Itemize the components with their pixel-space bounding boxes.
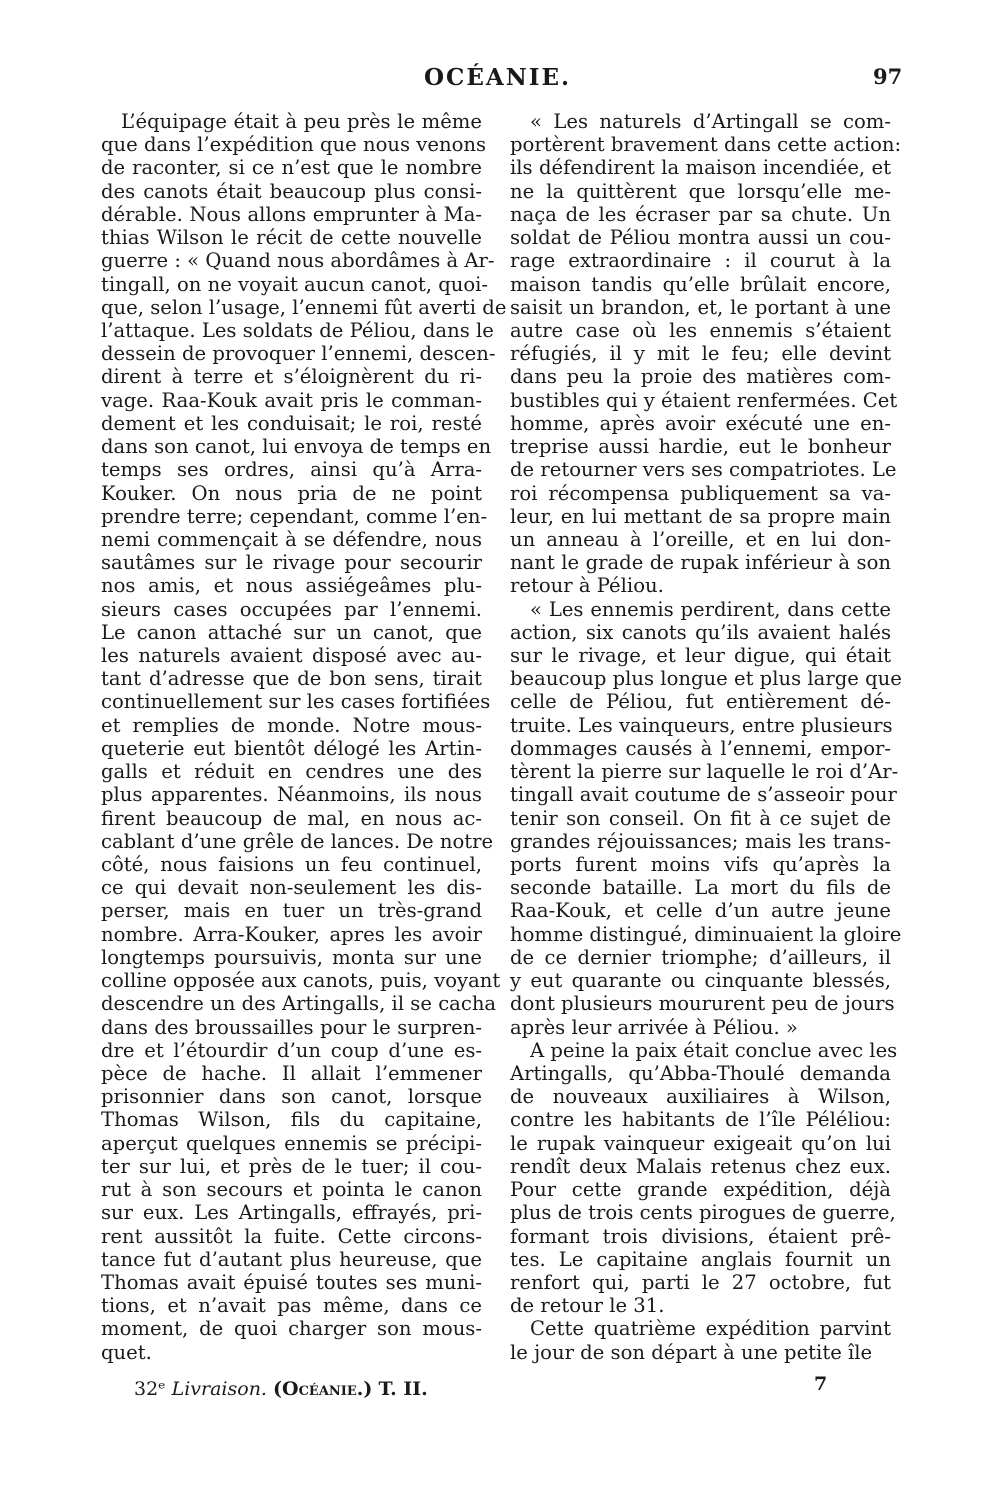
text-line: que dans l’expédition que nous venons [101,133,487,157]
issue-number: 32ᵉ [134,1378,166,1400]
text-line: descendre un des Artingalls, il se cacha [101,992,497,1016]
text-line: aperçut quelques ennemis se précipi- [101,1131,482,1155]
text-line: quet. [101,1340,152,1364]
text-line: plus apparentes. Néanmoins, ils nous [101,783,482,807]
text-line: ports furent moins vifs qu’après la [510,853,891,876]
text-line: longtemps poursuivis, monta sur une [101,945,482,969]
text-line: nombre. Arra-Kouker, apres les avoir [101,922,482,946]
text-line: vage. Raa-Kouk avait pris le comman- [101,388,482,412]
text-line: dans son canot, lui envoya de temps en [101,435,492,459]
text-line: galls et réduit en cendres une des [101,760,482,784]
text-line: de retourner vers ses compatriotes. Le [510,458,897,482]
text-line: tions, et n’avait pas même, dans ce [101,1294,482,1318]
text-line: de nouveaux auxiliaires à Wilson, [510,1085,891,1109]
text-line: tance fut d’autant plus heureuse, que [101,1247,482,1271]
text-line: grandes réjouissances; mais les trans- [510,829,891,853]
text-line: « Les naturels d’Artingall se com- [530,110,891,133]
text-line: dans des broussailles pour le surpren- [101,1015,482,1039]
text-line: queterie eut bientôt délogé les Artin- [101,736,482,760]
running-head [0,64,1000,94]
text-line: thias Wilson le récit de cette nouvelle [101,226,482,250]
text-line: soldat de Péliou montra aussi un cou- [510,226,891,250]
text-line: côté, nous faisions un feu continuel, [101,853,482,876]
text-line: guerre : « Quand nous abordâmes à Ar- [101,249,495,273]
text-line: ter sur lui, et près de le tuer; il cou- [101,1154,482,1178]
text-line: l’attaque. Les soldats de Péliou, dans le [101,318,494,342]
text-line: moment, de quoi charger son mous- [101,1317,482,1341]
text-line: le jour de son départ à une petite île [510,1340,873,1364]
text-line: Thomas avait épuisé toutes ses muni- [101,1270,482,1294]
text-line: nemi commençait à se défendre, nous [101,527,482,551]
text-line: L’équipage était à peu près le même [121,110,482,133]
text-line: roi récompensa publiquement sa va- [510,481,891,505]
text-line: renfort qui, parti le 27 octobre, fut [510,1270,891,1294]
text-line: réfugiés, il y mit le feu; elle devint [510,342,891,366]
text-line: Raa-Kouk, et celle d’un autre jeune [510,899,891,923]
text-line: beaucoup plus longue et plus large que [510,667,902,691]
text-line: plus de trois cents pirogues de guerre, [510,1201,896,1225]
text-line: retour à Péliou. [510,574,664,598]
text-line: leur, en lui mettant de sa propre main [510,504,891,528]
text-line: dement et les conduisait; le roi, resté [101,411,482,435]
text-line: portèrent bravement dans cette action: [510,133,902,157]
text-line: tingall avait coutume de s’asseoir pour [510,783,897,807]
text-line: de ce dernier triomphe; d’ailleurs, il [510,945,891,969]
text-line: dre et l’étourdir d’un coup d’une es- [101,1038,482,1062]
text-line: homme distingué, diminuaient la gloire [510,922,902,946]
text-line: le rupak vainqueur exigeait qu’on lui [510,1131,891,1155]
text-line: sur le rivage, et leur digue, qui était [510,644,891,668]
text-line: Artingalls, qu’Abba-Thoulé demanda [510,1061,891,1085]
text-line: les naturels avaient disposé avec au- [101,644,482,668]
text-line: rut à son secours et pointa le canon [101,1178,482,1202]
footer-imprint [134,1378,428,1400]
text-line: des canots était beaucoup plus consi- [101,179,482,203]
right-column [510,110,902,1364]
text-line: dont plusieurs moururent peu de jours [510,992,895,1016]
text-line: truite. Les vainqueurs, entre plusieurs [510,713,893,737]
text-line: rent aussitôt la fuite. Cette circons- [101,1224,482,1248]
text-line: Cette quatrième expédition parvint [530,1317,891,1341]
volume-label: T. II. [378,1378,428,1400]
text-line: seconde bataille. La mort du fils de [510,876,891,900]
text-line: ils défendirent la maison incendiée, et [510,156,891,180]
text-line: naça de les écraser par sa chute. Un [510,202,891,226]
text-line: dérable. Nous allons emprunter à Ma- [101,202,482,226]
text-line: un anneau à l’oreille, et en lui don- [510,527,891,551]
text-line: de retour le 31. [510,1294,665,1318]
text-line: perser, mais en tuer un très-grand [101,899,482,923]
text-line: formant trois divisions, étaient prê- [510,1224,891,1248]
signature-mark: 7 [814,1373,828,1395]
text-line: sautâmes sur le rivage pour secourir [101,551,482,575]
text-line: treprise aussi hardie, eut le bonheur [510,435,891,459]
text-line: prendre terre; cependant, comme l’en- [101,504,488,528]
text-line: tenir son conseil. On fit à ce sujet de [510,806,891,830]
text-line: Kouker. On nous pria de ne point [101,481,482,505]
running-title: OCÉANIE. [424,64,572,91]
text-line: bustibles qui y étaient renfermées. Cet [510,388,898,412]
text-line: A peine la paix était conclue avec les [530,1038,898,1062]
text-line: autre case où les ennemis s’étaient [510,318,891,342]
text-line: sieurs cases occupées par l’ennemi. [101,597,482,621]
text-line: dans peu la proie des matières com- [510,365,891,389]
text-line: ne la quittèrent que lorsqu’elle me- [510,179,891,203]
text-line: colline opposée aux canots, puis, voyant [101,969,501,993]
text-line: continuellement sur les cases fortifiées [101,690,491,714]
text-line: dommages causés à l’ennemi, empor- [510,736,891,760]
text-line: et remplies de monde. Notre mous- [101,713,482,737]
text-line: tingall, on ne voyait aucun canot, quoi- [101,272,489,296]
left-column [101,110,507,1364]
text-line: maison tandis qu’elle brûlait encore, [510,272,891,296]
text-line: tant d’adresse que de bon sens, tirait [101,667,482,691]
text-line: « Les ennemis perdirent, dans cette [530,597,891,621]
text-line: tèrent la pierre sur laquelle le roi d’Ar- [510,760,899,784]
text-line: rendît deux Malais retenus chez eux. [510,1154,891,1178]
text-line: ce qui devait non-seulement les dis- [101,876,482,900]
text-line: de raconter, si ce n’est que le nombre [101,156,482,180]
text-line: rage extraordinaire : il courut à la [510,249,891,273]
series-title: (Océanie.) [273,1378,373,1400]
livraison-label: Livraison. [171,1378,267,1400]
text-line: sur eux. Les Artingalls, effrayés, pri- [101,1201,482,1225]
text-line: tes. Le capitaine anglais fournit un [510,1247,891,1271]
text-line: cablant d’une grêle de lances. De notre [101,829,494,853]
text-line: dessein de provoquer l’ennemi, descen- [101,342,496,366]
text-line: firent beaucoup de mal, en nous ac- [101,806,482,830]
text-line: que, selon l’usage, l’ennemi fût averti de [101,295,507,319]
text-line: nant le grade de rupak inférieur à son [510,551,891,575]
text-line: y eut quarante ou cinquante blessés, [510,969,891,993]
text-line: saisit un brandon, et, le portant à une [510,295,891,319]
page-number: 97 [873,64,903,89]
text-line: pèce de hache. Il allait l’emmener [101,1061,482,1085]
text-line: prisonnier dans son canot, lorsque [101,1085,482,1109]
text-line: temps ses ordres, ainsi qu’à Arra- [101,458,482,482]
text-line: homme, après avoir exécuté une en- [510,411,891,435]
text-line: Le canon attaché sur un canot, que [101,620,482,644]
text-line: dirent à terre et s’éloignèrent du ri- [101,365,482,389]
text-line: Pour cette grande expédition, déjà [510,1178,891,1202]
text-line: contre les habitants de l’île Péléliou: [510,1108,891,1132]
text-line: après leur arrivée à Péliou. » [510,1015,798,1039]
text-line: nos amis, et nous assiégeâmes plu- [101,574,482,598]
text-line: Thomas Wilson, fils du capitaine, [101,1108,482,1132]
text-line: celle de Péliou, fut entièrement dé- [510,690,891,714]
text-line: action, six canots qu’ils avaient halés [510,620,891,644]
